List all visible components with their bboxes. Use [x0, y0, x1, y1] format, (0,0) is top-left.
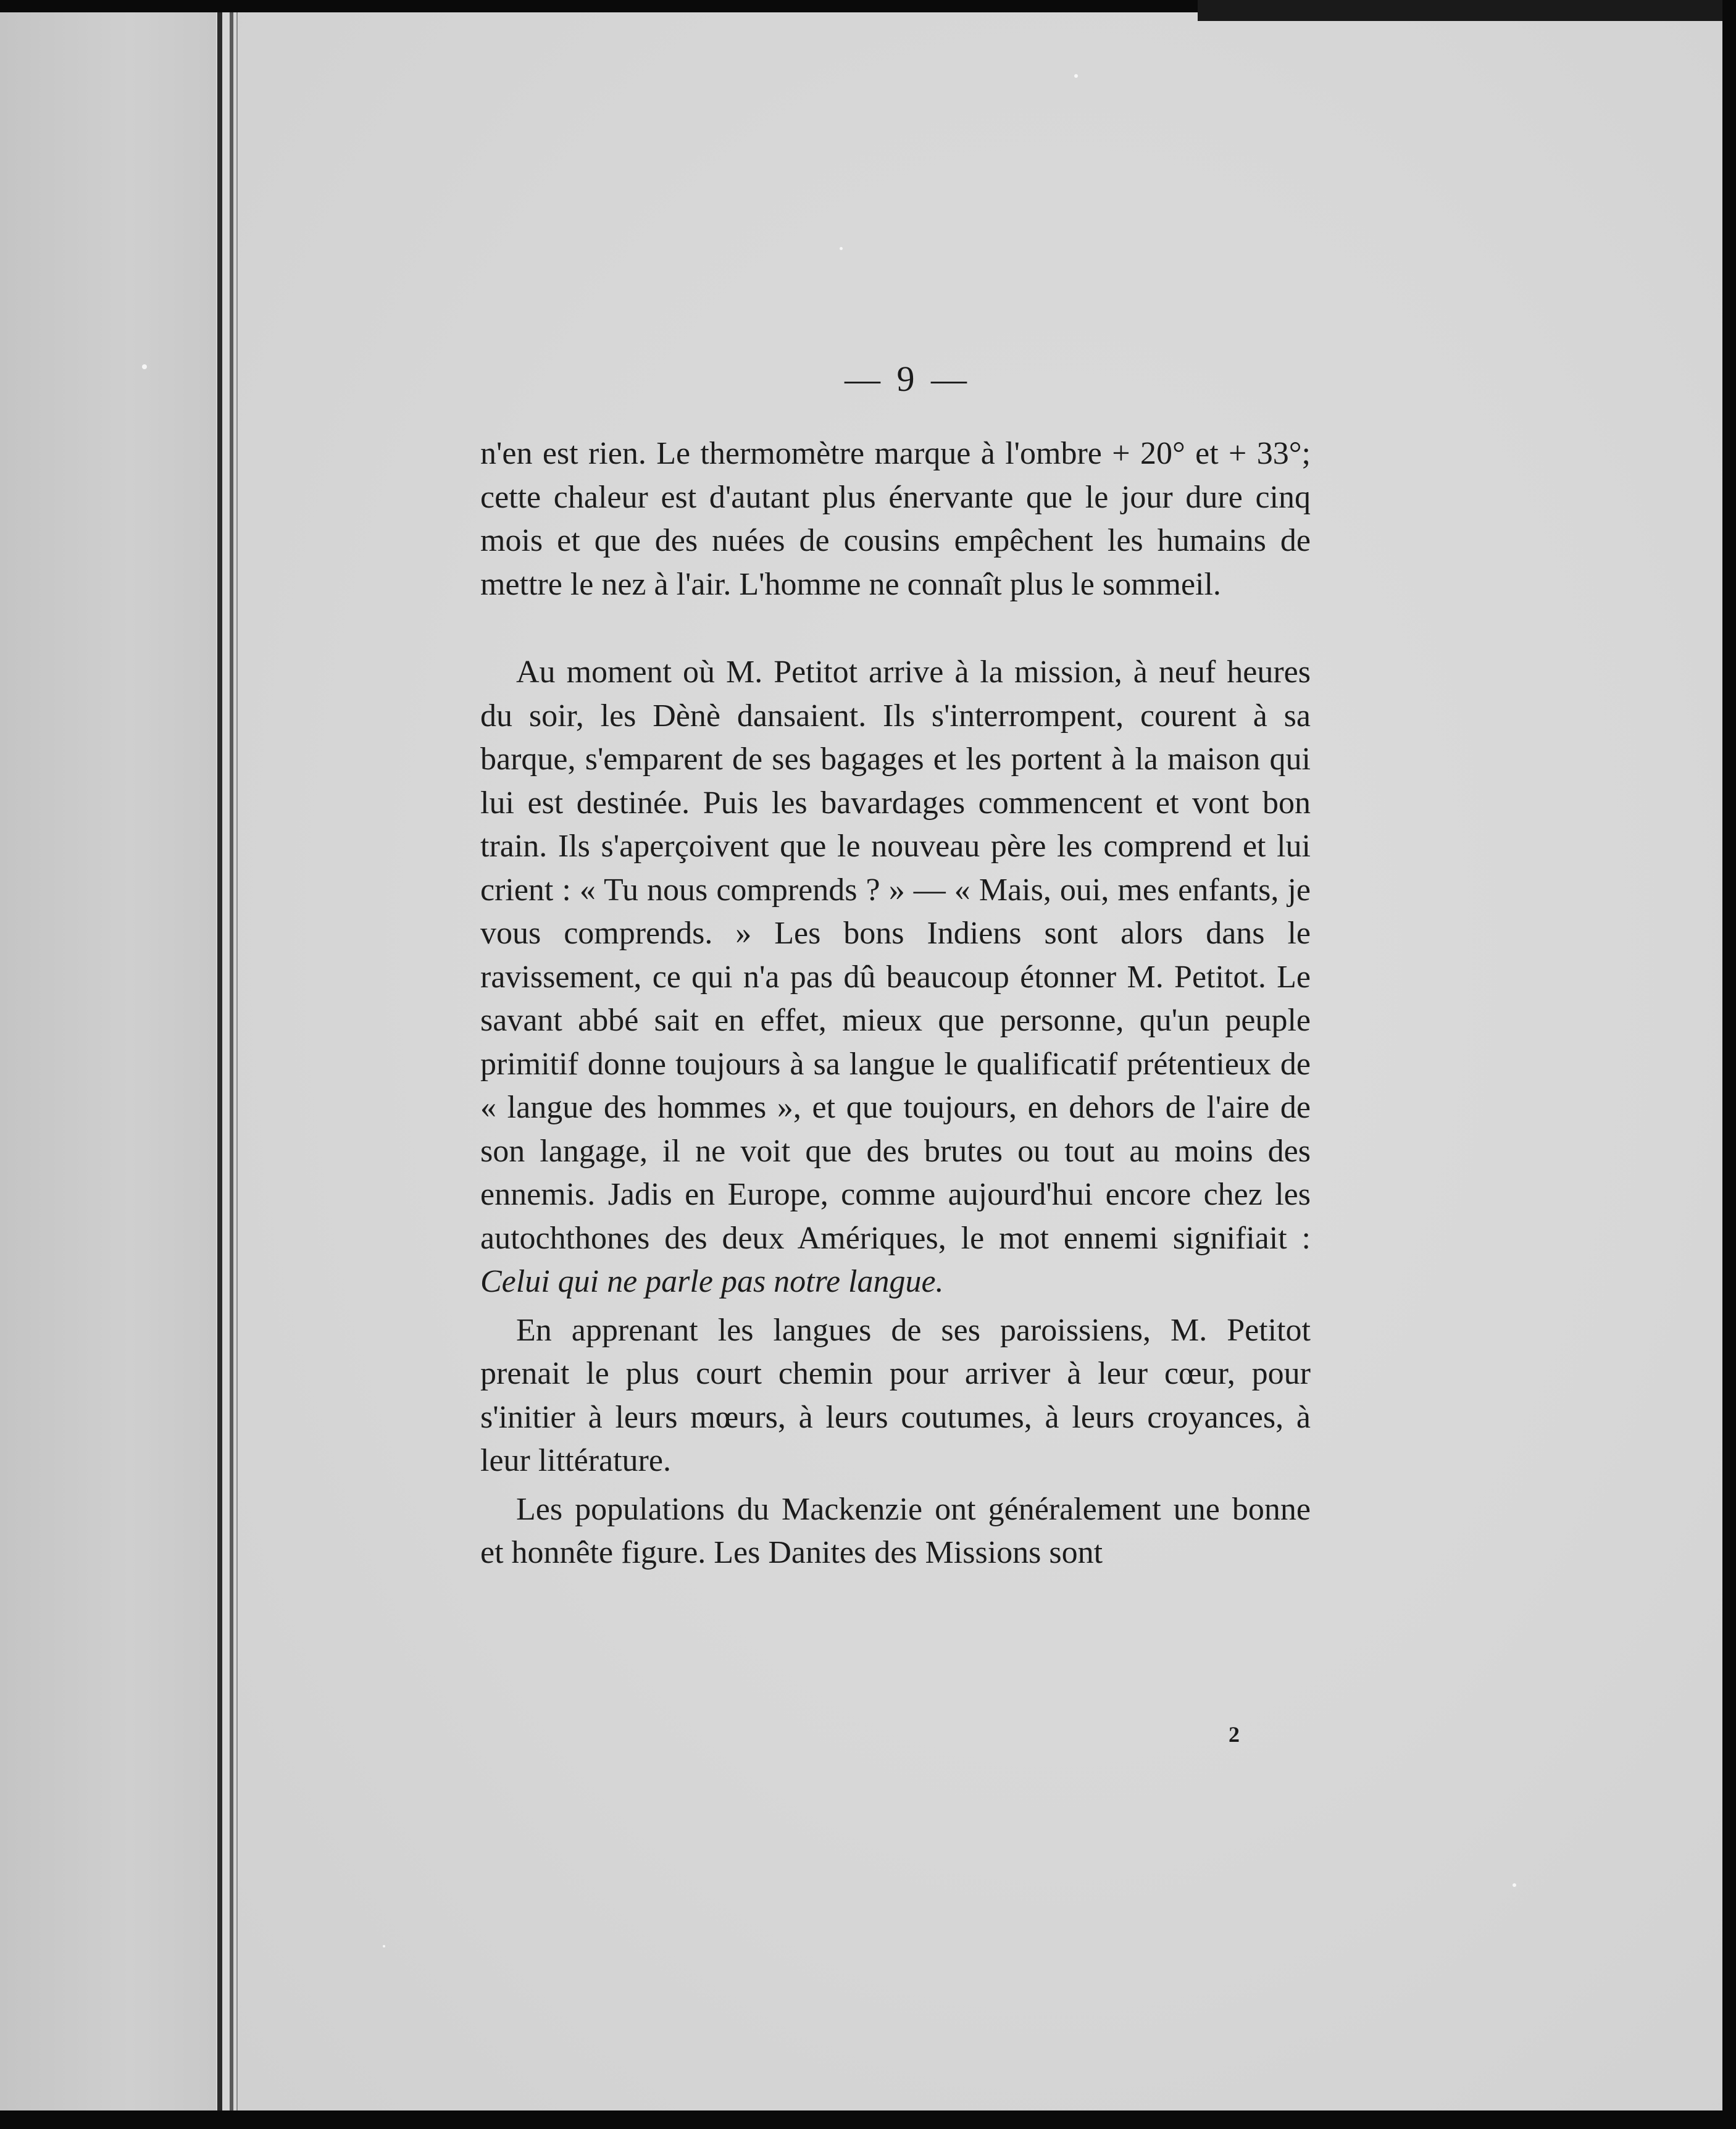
paragraph-2-text: Au moment où M. Petitot arrive à la mission, à neuf heures du soir, les Dènè dansaient. Ils s'interrompent, courent à sa barque, s'emparent de ses bagages et les portent à la maison qui lui est destinée. Puis les bavardages commencent et vont bon train. Ils s'aperçoivent que le nouveau père les comprend et lui crient : « Tu nous comprends ? » — « Mais, oui, mes enfants, je vous comprends. » Les bons Indiens sont alors dans le ravissement, ce qui n'a pas dû beaucoup étonner M. Petitot. Le savant abbé sait en effet, mieux que personne, qu'un peuple primitif donne toujours à sa langue le qualificatif prétentieux de « langue des hommes », et que toujours, en dehors de l'aire de son langage, il ne voit que des brutes ou tout au moins des ennemis. Jadis en Europe, comme aujourd'hui encore chez les autochthones des deux Amériques, le mot ennemi signifiait :: [480, 655, 1311, 1256]
binding-fold-shadow: [230, 12, 233, 2110]
scan-top-tab: [1198, 0, 1722, 21]
body-text: [480, 432, 1311, 1575]
paragraph-2: [480, 651, 1311, 1304]
scan-right-border: [1722, 0, 1736, 2129]
page-number: — 9 —: [845, 359, 970, 399]
paragraph-1: n'en est rien. Le thermomètre marque à l'ombre + 20° et + 33°; cette chaleur est d'autant plus énervante que le jour dure cinq mois et que des nuées de cousins empêchent les humains de mettre le nez à l'air. L'homme ne connaît plus le sommeil.: [480, 436, 1311, 602]
paragraph-2-italic: Celui qui ne parle pas notre langue.: [480, 1264, 944, 1299]
signature-mark: 2: [1229, 1722, 1240, 1747]
dust-speck: [1074, 74, 1078, 78]
facing-page-edge: [0, 12, 216, 2110]
dust-speck: [840, 247, 843, 250]
paragraph-4: Les populations du Mackenzie ont généralement une bonne et honnête figure. Les Danites des Missions sont: [480, 1491, 1311, 1570]
binding-fold-highlight: [236, 12, 238, 2110]
dust-speck: [383, 1945, 385, 1947]
paragraph-3: En apprenant les langues de ses paroissiens, M. Petitot prenait le plus court chemin pour arriver à leur cœur, pour s'initier à leurs mœurs, à leurs coutumes, à leurs croyances, à leur littérature.: [480, 1312, 1311, 1478]
dust-speck: [1513, 1883, 1516, 1887]
dust-speck: [142, 364, 147, 369]
scan-bottom-border: [0, 2110, 1736, 2129]
binding-fold-line: [217, 12, 222, 2110]
